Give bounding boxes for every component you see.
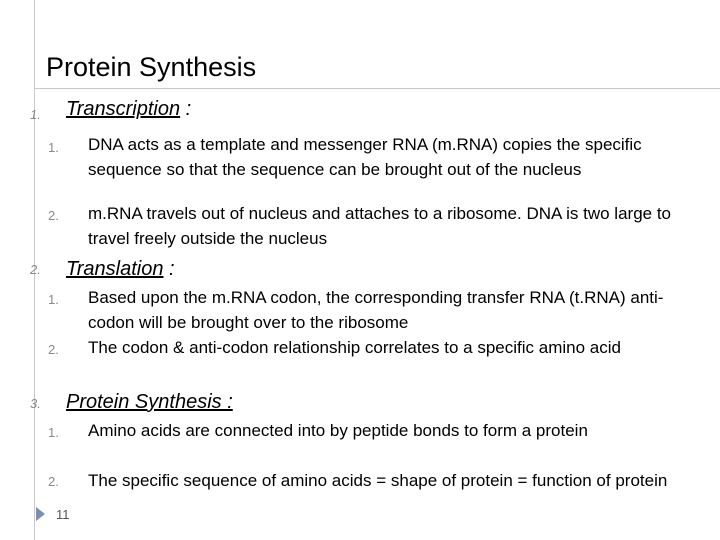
item-number: 2. xyxy=(48,342,59,357)
list-item: Amino acids are connected into by peptide bonds to form a protein xyxy=(88,421,588,440)
section-heading xyxy=(66,96,191,122)
list-item: The codon & anti-codon relationship correlates to a specific amino acid xyxy=(88,338,621,357)
item-number: 1. xyxy=(48,292,59,307)
list-item: DNA acts as a template and messenger RNA (m.RNA) copies the specific sequence so that the sequence can be brought out of the nucleus xyxy=(88,135,642,179)
section-number: 1. xyxy=(30,107,41,122)
section-number: 3. xyxy=(30,396,41,411)
list-item: m.RNA travels out of nucleus and attaches to a ribosome. DNA is two large to travel freely outside the nucleus xyxy=(88,204,672,248)
list-item: The specific sequence of amino acids = shape of protein = function of protein xyxy=(88,471,668,490)
section-heading-suffix: : xyxy=(163,258,175,280)
section-heading-suffix: : xyxy=(180,98,192,120)
slide-title: Protein Synthesis xyxy=(46,52,257,82)
section-heading xyxy=(66,389,233,415)
section-heading-text: Protein Synthesis : xyxy=(66,391,233,413)
page-number: 11 xyxy=(56,507,70,522)
section-heading xyxy=(66,256,175,282)
item-number: 1. xyxy=(48,425,59,440)
play-arrow-icon xyxy=(36,507,45,521)
section-heading-text: Transcription xyxy=(66,98,181,120)
section-number: 2. xyxy=(30,262,41,277)
item-number: 2. xyxy=(48,474,59,489)
item-number: 1. xyxy=(48,140,59,155)
frame-top-line xyxy=(34,88,720,89)
section-heading-text: Translation xyxy=(66,258,164,280)
list-item: Based upon the m.RNA codon, the corresponding transfer RNA (t.RNA) anti-codon will be brought over to the ribosome xyxy=(88,288,664,332)
item-number: 2. xyxy=(48,208,59,223)
